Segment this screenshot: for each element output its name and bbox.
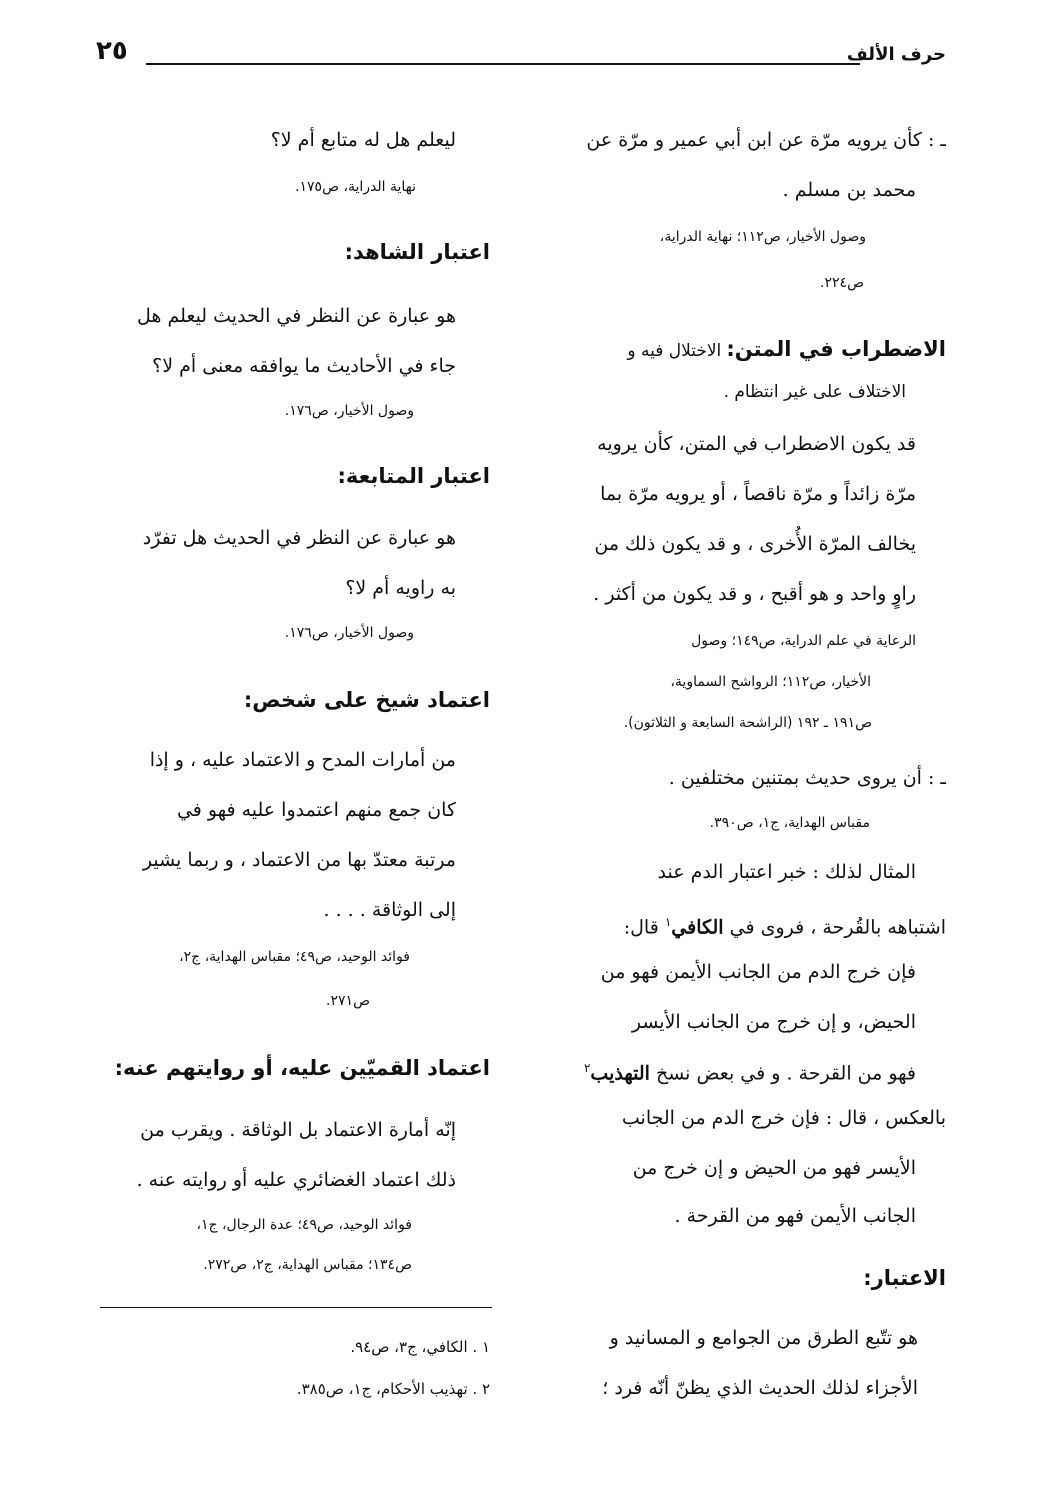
header-rule (146, 63, 860, 65)
entry-heading: الاعتبار: (863, 1266, 946, 1290)
text-line: الحيض، و إن خرج من الجانب الأيسر (631, 1011, 916, 1033)
reference-line: وصول الأخيار، ص١٧٦. (284, 625, 414, 641)
text-line: هو عبارة عن النظر في الحديث هل تفرّد (142, 527, 456, 549)
entry-heading: اعتبار الشاهد: (344, 240, 490, 264)
text-line: إلى الوثاقة . . . . (323, 899, 456, 921)
entry-heading: الاضطراب في المتن: (726, 337, 946, 361)
text-line: الأجزاء لذلك الحديث الذي يظنّ أنّه فرد ؛ (602, 1377, 918, 1399)
text-line: بالعكس ، قال : فإن خرج الدم من الجانب (621, 1107, 946, 1129)
text-line: ليعلم هل له متابع أم لا؟ (270, 129, 456, 151)
text-line: هو عبارة عن النظر في الحديث ليعلم هل (137, 305, 456, 327)
reference-line: ص٢٢٤. (820, 275, 864, 291)
reference-line: فوائد الوحيد، ص٤٩؛ عدة الرجال، ج١، (196, 1217, 412, 1233)
footnote: ٢ . تهذيب الأحكام، ج١، ص٣٨٥. (296, 1380, 490, 1398)
text-line: محمد بن مسلم . (782, 179, 916, 201)
reference-line: الرعاية في علم الدراية، ص١٤٩؛ وصول (691, 633, 916, 649)
text-line: ذلك اعتماد الغضائري عليه أو روايته عنه . (136, 1169, 456, 1191)
text-line: جاء في الأحاديث ما يوافقه معنى أم لا؟ (152, 355, 456, 377)
running-head: حرف الألف (846, 44, 946, 65)
text-line: يخالف المرّة الأُخرى ، و قد يكون ذلك من (594, 533, 916, 555)
text-line: المثال لذلك : خبر اعتبار الدم عند (657, 861, 916, 883)
text-line: من أمارات المدح و الاعتماد عليه ، و إذا (149, 749, 456, 771)
text-line: ـ : أن يروى حديث بمتنين مختلفين . (668, 767, 946, 789)
text-line: هو تتّبع الطرق من الجوامع و المسانيد و (609, 1327, 918, 1349)
text-line: به راويه أم لا؟ (345, 577, 456, 599)
text-line: قد يكون الاضطراب في المتن، كأن يرويه (597, 433, 916, 455)
page-number: ٢٥ (96, 36, 128, 66)
entry-heading: اعتماد شيخ على شخص: (243, 688, 490, 712)
text-line: الجانب الأيمن فهو من القرحة . (674, 1205, 916, 1227)
source-title: التهذيب (590, 1062, 650, 1085)
footnote-rule (100, 1307, 492, 1308)
definition-text: الاختلال فيه و (627, 341, 722, 361)
text-line: ـ : كأن يرويه مرّة عن ابن أبي عمير و مرّة عن (586, 129, 946, 151)
footnote-marker[interactable]: ٢ (583, 1061, 591, 1075)
reference-line: نهاية الدراية، ص١٧٥. (295, 179, 416, 195)
entry-heading: اعتماد القميّين عليه، أو روايتهم عنه: (114, 1056, 490, 1080)
footnote-marker[interactable]: ١ (664, 915, 672, 929)
entry-idtirab (627, 337, 946, 361)
footnote: ١ . الكافي، ج٣، ص٩٤. (350, 1338, 490, 1356)
text-line: كان جمع منهم اعتمدوا عليه فهو في (176, 799, 456, 821)
text-line: الأيسر فهو من الحيض و إن خرج من (632, 1157, 916, 1179)
reference-line: ص١٣٤؛ مقباس الهداية، ج٢، ص٢٧٢. (203, 1257, 412, 1273)
text-line: مرتبة معتدّ بها من الاعتماد ، و ربما يشير (142, 849, 456, 871)
reference-line: ص٢٧١. (326, 993, 370, 1009)
reference-line: وصول الأخيار، ص١٧٦. (284, 403, 414, 419)
reference-line: فوائد الوحيد، ص٤٩؛ مقباس الهداية، ج٢، (179, 949, 410, 965)
text-line: اشتباهه بالقُرحة ، فروى في الكافي$^١$ قال: (623, 915, 946, 939)
entry-heading: اعتبار المتابعة: (337, 464, 490, 488)
text-line: فإن خرج الدم من الجانب الأيمن فهو من (600, 961, 916, 983)
text-line: إنّه أمارة الاعتماد بل الوثاقة . ويقرب من (140, 1119, 456, 1141)
source-title: الكافي (671, 916, 724, 939)
text-line: راوٍ واحد و هو أقبح ، و قد يكون من أكثر . (593, 583, 916, 605)
reference-line: مقباس الهداية، ج١، ص٣٩٠. (709, 815, 870, 831)
reference-line: الأخيار، ص١١٢؛ الرواشح السماوية، (670, 674, 871, 690)
definition-text: الاختلاف على غير انتظام . (723, 382, 906, 402)
reference-line: وصول الأخيار، ص١١٢؛ نهاية الدراية، (659, 229, 866, 245)
text-line: فهو من القرحة . و في بعض نسخ التهذيب$^٢$ (583, 1061, 916, 1085)
text-line: مرّة زائداً و مرّة ناقصاً ، أو يرويه مرّة بما (600, 483, 916, 505)
reference-line: ص١٩١ ـ ١٩٢ (الراشحة السابعة و الثلاثون). (623, 715, 872, 731)
